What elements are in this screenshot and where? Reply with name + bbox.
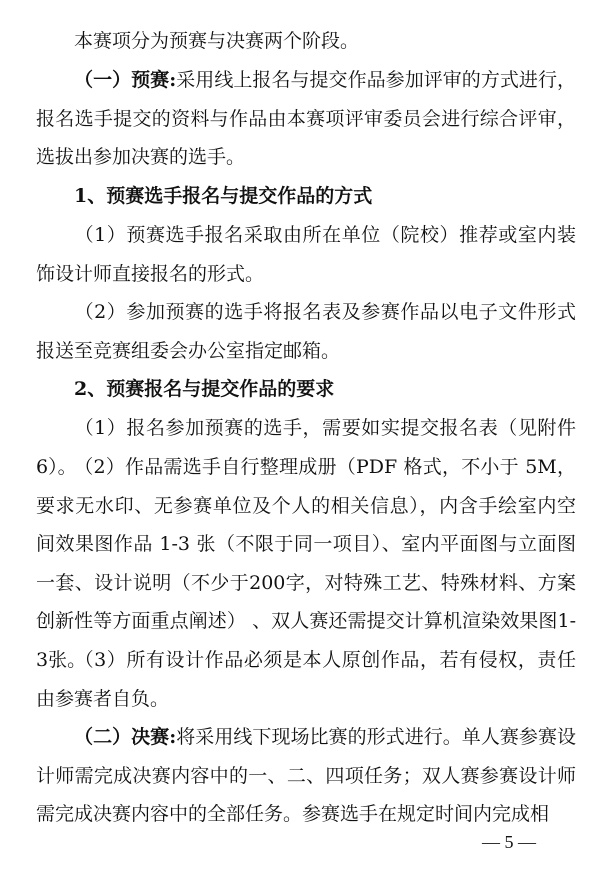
heading-text: 2、预赛报名与提交作品的要求 <box>74 378 335 400</box>
page-number: — 5 — <box>482 832 536 852</box>
paragraph-text: 将采用线下现场比赛的形式进行。单人赛参赛设计师需完成决赛内容中的一、二、四项任务；双人赛参赛设计师需完成决赛内容中的全部任务。参赛选手在规定时间内完成相 <box>36 726 576 825</box>
paragraph-text: （2）作品需选手自行整理成册（PDF 格式，不小于 5M，要求无水印、无参赛单位及个人的相关信息），内含手绘室内空间效果图作品 1-3 张（不限于同一项目）、室内平面图与立面图一套、设计说明（不少于200字，对特殊工艺、特殊材料、方案创新性等方面重点阐述） 、双人赛还需提交计算机渲染效果图1-3张。 <box>36 456 576 671</box>
paragraph-text: （1）预赛选手报名采取由所在单位（院校）推荐或室内装饰设计师直接报名的形式。 <box>36 224 576 285</box>
heading-text: 1、预赛选手报名与提交作品的方式 <box>74 185 373 207</box>
paragraph-item-1 <box>36 216 576 293</box>
paragraph-preliminary <box>36 61 576 177</box>
paragraph-intro <box>36 22 576 61</box>
paragraph-final <box>36 718 576 834</box>
heading-registration-method <box>36 177 576 216</box>
paragraph-text: （2）参加预赛的选手将报名表及参赛作品以电子文件形式报送至竞赛组委会办公室指定邮箱。 <box>36 301 576 362</box>
section-lead: （二）决赛: <box>74 726 177 748</box>
heading-registration-requirements <box>36 370 576 409</box>
paragraph-item-2 <box>36 293 576 370</box>
paragraph-text: 本赛项分为预赛与决赛两个阶段。 <box>74 30 360 52</box>
paragraph-req-3 <box>36 641 576 718</box>
paragraph-text: 采用线上报名与提交作品参加评审的方式进行，报名选手提交的资料与作品由本赛项评审委员会进行综合评审，选拔出参加决赛的选手。 <box>36 69 576 168</box>
paragraph-text: （1）报名参加预赛的选手，需要如实提交报名表（见附件6）。 <box>36 417 576 478</box>
section-lead: （一）预赛: <box>74 69 177 91</box>
paragraph-text: （3）所有设计作品必须是本人原创作品，若有侵权，责任由参赛者自负。 <box>36 649 576 710</box>
